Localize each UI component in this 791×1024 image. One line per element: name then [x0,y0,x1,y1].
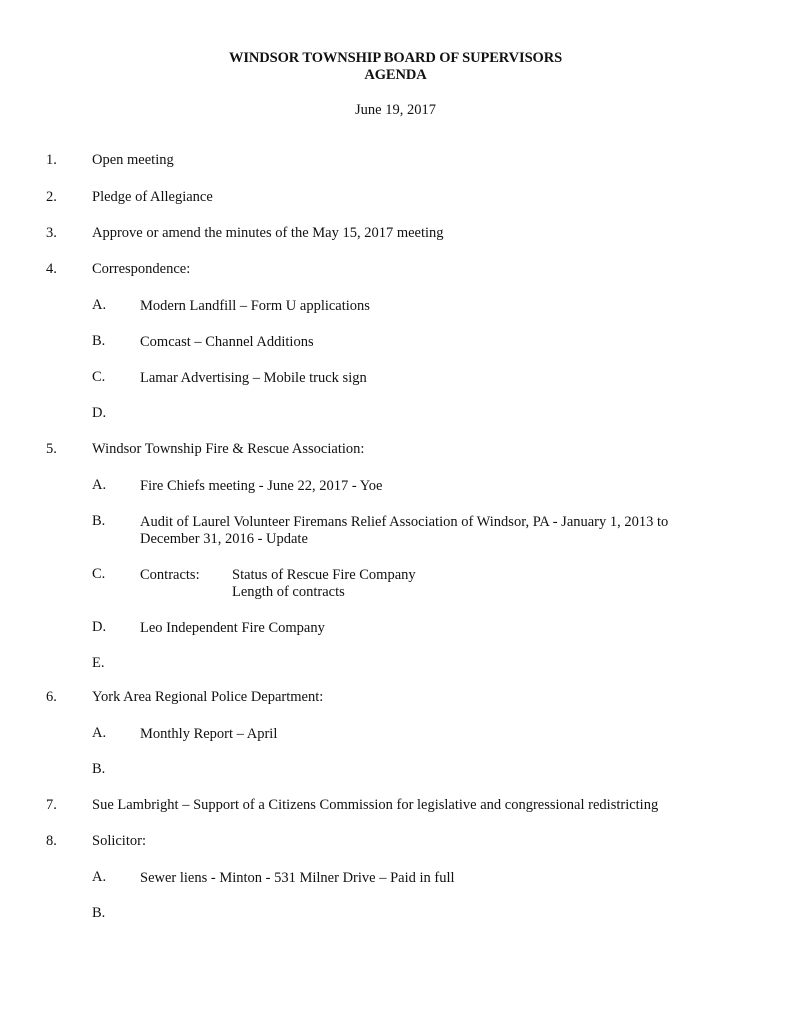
sub-item-letter: A. [92,869,107,885]
sub-item-detail: Length of contracts [232,584,345,600]
item-number: 8. [46,833,57,849]
sub-item: Fire Chiefs meeting - June 22, 2017 - Yoe [140,478,383,494]
sub-item-letter: C. [92,566,106,582]
sub-item-letter: D. [92,619,107,635]
sub-item-detail: Status of Rescue Fire Company [232,567,416,583]
item-number: 2. [46,189,57,205]
item-number: 7. [46,797,57,813]
sub-item: Lamar Advertising – Mobile truck sign [140,370,367,386]
document-title: WINDSOR TOWNSHIP BOARD OF SUPERVISORS [228,50,563,66]
sub-item-letter: A. [92,477,107,493]
agenda-item: York Area Regional Police Department: [92,689,324,705]
agenda-item: Open meeting [92,152,174,168]
sub-item-letter: E. [92,655,105,671]
item-number: 6. [46,689,57,705]
item-number: 3. [46,225,57,241]
agenda-item: Sue Lambright – Support of a Citizens Commission for legislative and congressional redistricting [92,797,659,813]
sub-item-letter: A. [92,297,107,313]
sub-item-letter: A. [92,725,107,741]
sub-item-letter: B. [92,333,106,349]
sub-item: Leo Independent Fire Company [140,620,325,636]
sub-item: Modern Landfill – Form U applications [140,298,370,314]
sub-item-letter: C. [92,369,106,385]
sub-item: Sewer liens - Minton - 531 Milner Drive – Paid in full [140,870,455,886]
item-number: 4. [46,261,57,277]
item-number: 1. [46,152,57,168]
sub-item: Contracts: [140,567,200,583]
agenda-item: Windsor Township Fire & Rescue Association: [92,441,365,457]
agenda-item: Solicitor: [92,833,146,849]
sub-item: Comcast – Channel Additions [140,334,314,350]
sub-item-letter: D. [92,405,107,421]
agenda-item: Approve or amend the minutes of the May 15, 2017 meeting [92,225,444,241]
agenda-item: Correspondence: [92,261,191,277]
sub-item: Audit of Laurel Volunteer Firemans Relief Association of Windsor, PA - January 1, 2013 to [140,514,669,530]
document-subtitle: AGENDA [364,67,427,83]
sub-item-letter: B. [92,905,106,921]
sub-item-continued: December 31, 2016 - Update [140,531,308,547]
sub-item-letter: B. [92,761,106,777]
sub-item: Monthly Report – April [140,726,278,742]
item-number: 5. [46,441,57,457]
sub-item-letter: B. [92,513,106,529]
agenda-item: Pledge of Allegiance [92,189,213,205]
meeting-date: June 19, 2017 [355,102,436,118]
